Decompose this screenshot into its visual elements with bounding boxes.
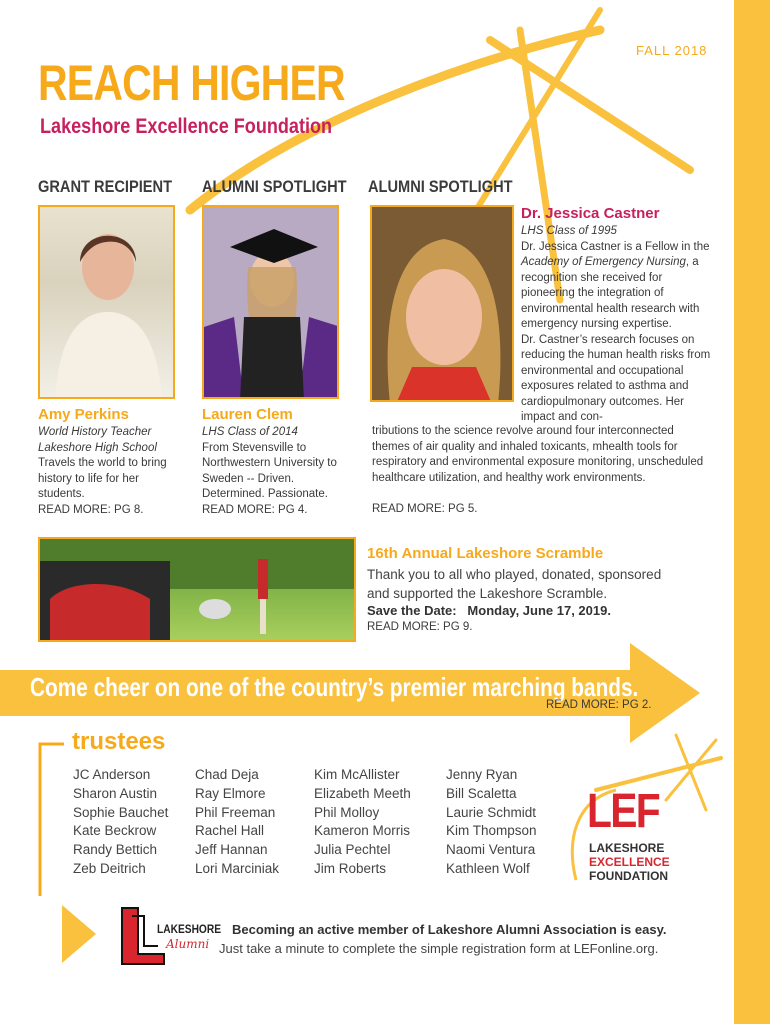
- trustee-name: Kathleen Wolf: [446, 860, 530, 876]
- trustee-name: Kim McAllister: [314, 767, 400, 782]
- lauren-read-more-link[interactable]: READ MORE: PG 4.: [202, 503, 308, 516]
- jessica-description-c: Dr. Castner’s research focuses on reducing the human health risks from environmental and occupational exposures related to asthma and cardiopulmonary outcomes. Her impact and con-: [521, 333, 711, 423]
- lef-logo-line2: EXCELLENCE: [589, 855, 670, 869]
- alumni-logo-word: LAKESHORE: [157, 922, 222, 936]
- jessica-description-d: tributions to the science revolve around four interconnected themes of air quality and inhaled toxicants, mhealth tools for respiratory and environmental exposure monitoring, unscheduled healthcare utilization, and healthy work environments.: [372, 425, 704, 484]
- banner-read-more-link[interactable]: READ MORE: PG 2.: [546, 699, 652, 711]
- trustee-name: Julia Pechtel: [314, 842, 391, 858]
- jessica-castner-bio-top: [521, 224, 711, 426]
- trustee-name: Kate Beckrow: [73, 823, 157, 839]
- scramble-title: 16th Annual Lakeshore Scramble: [367, 545, 604, 562]
- season-label: FALL 2018: [636, 43, 708, 58]
- grant-recipient-heading: GRANT RECIPIENT: [38, 177, 173, 196]
- amy-school: Lakeshore High School: [38, 441, 157, 454]
- jessica-castner-name: Dr. Jessica Castner: [521, 205, 660, 222]
- right-accent-bar: [734, 0, 770, 1024]
- masthead-title: REACH HIGHER: [38, 55, 345, 111]
- trustees-title: trustees: [72, 728, 166, 755]
- amy-perkins-name: Amy Perkins: [38, 406, 129, 423]
- golf-scramble-photo: [38, 537, 356, 642]
- trustee-name: Laurie Schmidt: [446, 804, 537, 820]
- lauren-description: From Stevensville to Northwestern University to Sweden -- Driven. Determined. Passionate.: [202, 441, 337, 500]
- save-the-date: Save the Date: Monday, June 17, 2019.: [367, 603, 611, 618]
- trustee-name: Bill Scaletta: [446, 785, 517, 801]
- banner-arrow-head: [630, 643, 700, 743]
- academy-name: Academy of Emergency Nursing: [521, 256, 686, 268]
- jessica-desc-b: , a recognition she received for pioneering the integration of environmental health research with emergency nursing expertise.: [521, 256, 700, 330]
- trustee-name: Jim Roberts: [314, 860, 387, 876]
- lef-logo-text: [589, 841, 670, 883]
- trustee-name: Zeb Deitrich: [73, 860, 146, 876]
- jessica-castner-photo: [370, 205, 514, 402]
- lakeshore-alumni-logo-mark: [118, 906, 168, 966]
- alumni-logo-script: Alumni: [166, 937, 210, 951]
- trustee-name: Elizabeth Meeth: [314, 785, 411, 801]
- lauren-class: LHS Class of 2014: [202, 426, 298, 438]
- trustee-name: Jeff Hannan: [195, 842, 268, 858]
- footer-headline: Becoming an active member of Lakeshore Alumni Association is easy.: [232, 922, 667, 937]
- trustee-name: Lori Marciniak: [195, 860, 280, 876]
- trustee-name: Naomi Ventura: [446, 842, 536, 858]
- amy-description: Travels the world to bring history to life for her students.: [38, 457, 167, 500]
- footer-arrow: [62, 905, 96, 963]
- marching-band-banner-text: Come cheer on one of the country’s premier marching bands.: [30, 672, 639, 702]
- jessica-class: LHS Class of 1995: [521, 225, 617, 237]
- trustee-name: Phil Molloy: [314, 804, 380, 820]
- trustees-bracket: [36, 740, 76, 900]
- footer-instructions[interactable]: Just take a minute to complete the simple registration form at LEFonline.org.: [219, 941, 659, 956]
- trustees-column-3: [314, 766, 411, 879]
- amy-read-more-link[interactable]: READ MORE: PG 8.: [38, 503, 144, 516]
- jessica-desc-a: Dr. Jessica Castner is a Fellow in the: [521, 240, 710, 253]
- lauren-clem-bio: [202, 425, 344, 518]
- trustee-name: Chad Deja: [195, 767, 259, 782]
- lef-logo-line1: LAKESHORE: [589, 841, 665, 855]
- jessica-read-more-link[interactable]: READ MORE: PG 5.: [372, 503, 478, 515]
- trustees-column-1: [73, 766, 168, 879]
- masthead-subtitle: Lakeshore Excellence Foundation: [40, 115, 333, 138]
- trustee-name: Kim Thompson: [446, 823, 537, 839]
- trustees-column-4: [446, 766, 537, 879]
- amy-perkins-bio: [38, 425, 183, 518]
- scramble-text: Thank you to all who played, donated, sponsored and supported the Lakeshore Scramble.: [367, 567, 662, 601]
- trustee-name: Ray Elmore: [195, 785, 266, 801]
- lauren-clem-photo: [202, 205, 339, 399]
- trustee-name: Phil Freeman: [195, 804, 276, 820]
- amy-perkins-photo: [38, 205, 175, 399]
- trustee-name: Jenny Ryan: [446, 767, 518, 782]
- trustee-name: Randy Bettich: [73, 842, 158, 858]
- trustee-name: Sophie Bauchet: [73, 804, 169, 820]
- trustees-column-2: [195, 766, 279, 879]
- lef-logo-line3: FOUNDATION: [589, 869, 669, 883]
- trustee-name: JC Anderson: [73, 767, 151, 782]
- scramble-read-more-link[interactable]: READ MORE: PG 9.: [367, 621, 473, 633]
- amy-role: World History Teacher: [38, 426, 152, 438]
- lauren-clem-name: Lauren Clem: [202, 406, 293, 423]
- trustee-name: Kameron Morris: [314, 823, 411, 839]
- alumni-spotlight-heading-2: ALUMNI SPOTLIGHT: [368, 177, 513, 196]
- trustee-name: Rachel Hall: [195, 823, 265, 839]
- jessica-description-a: [521, 240, 711, 333]
- trustee-name: Sharon Austin: [73, 785, 158, 801]
- alumni-spotlight-heading-1: ALUMNI SPOTLIGHT: [202, 177, 347, 196]
- lef-logo-mark: LEF: [587, 785, 659, 838]
